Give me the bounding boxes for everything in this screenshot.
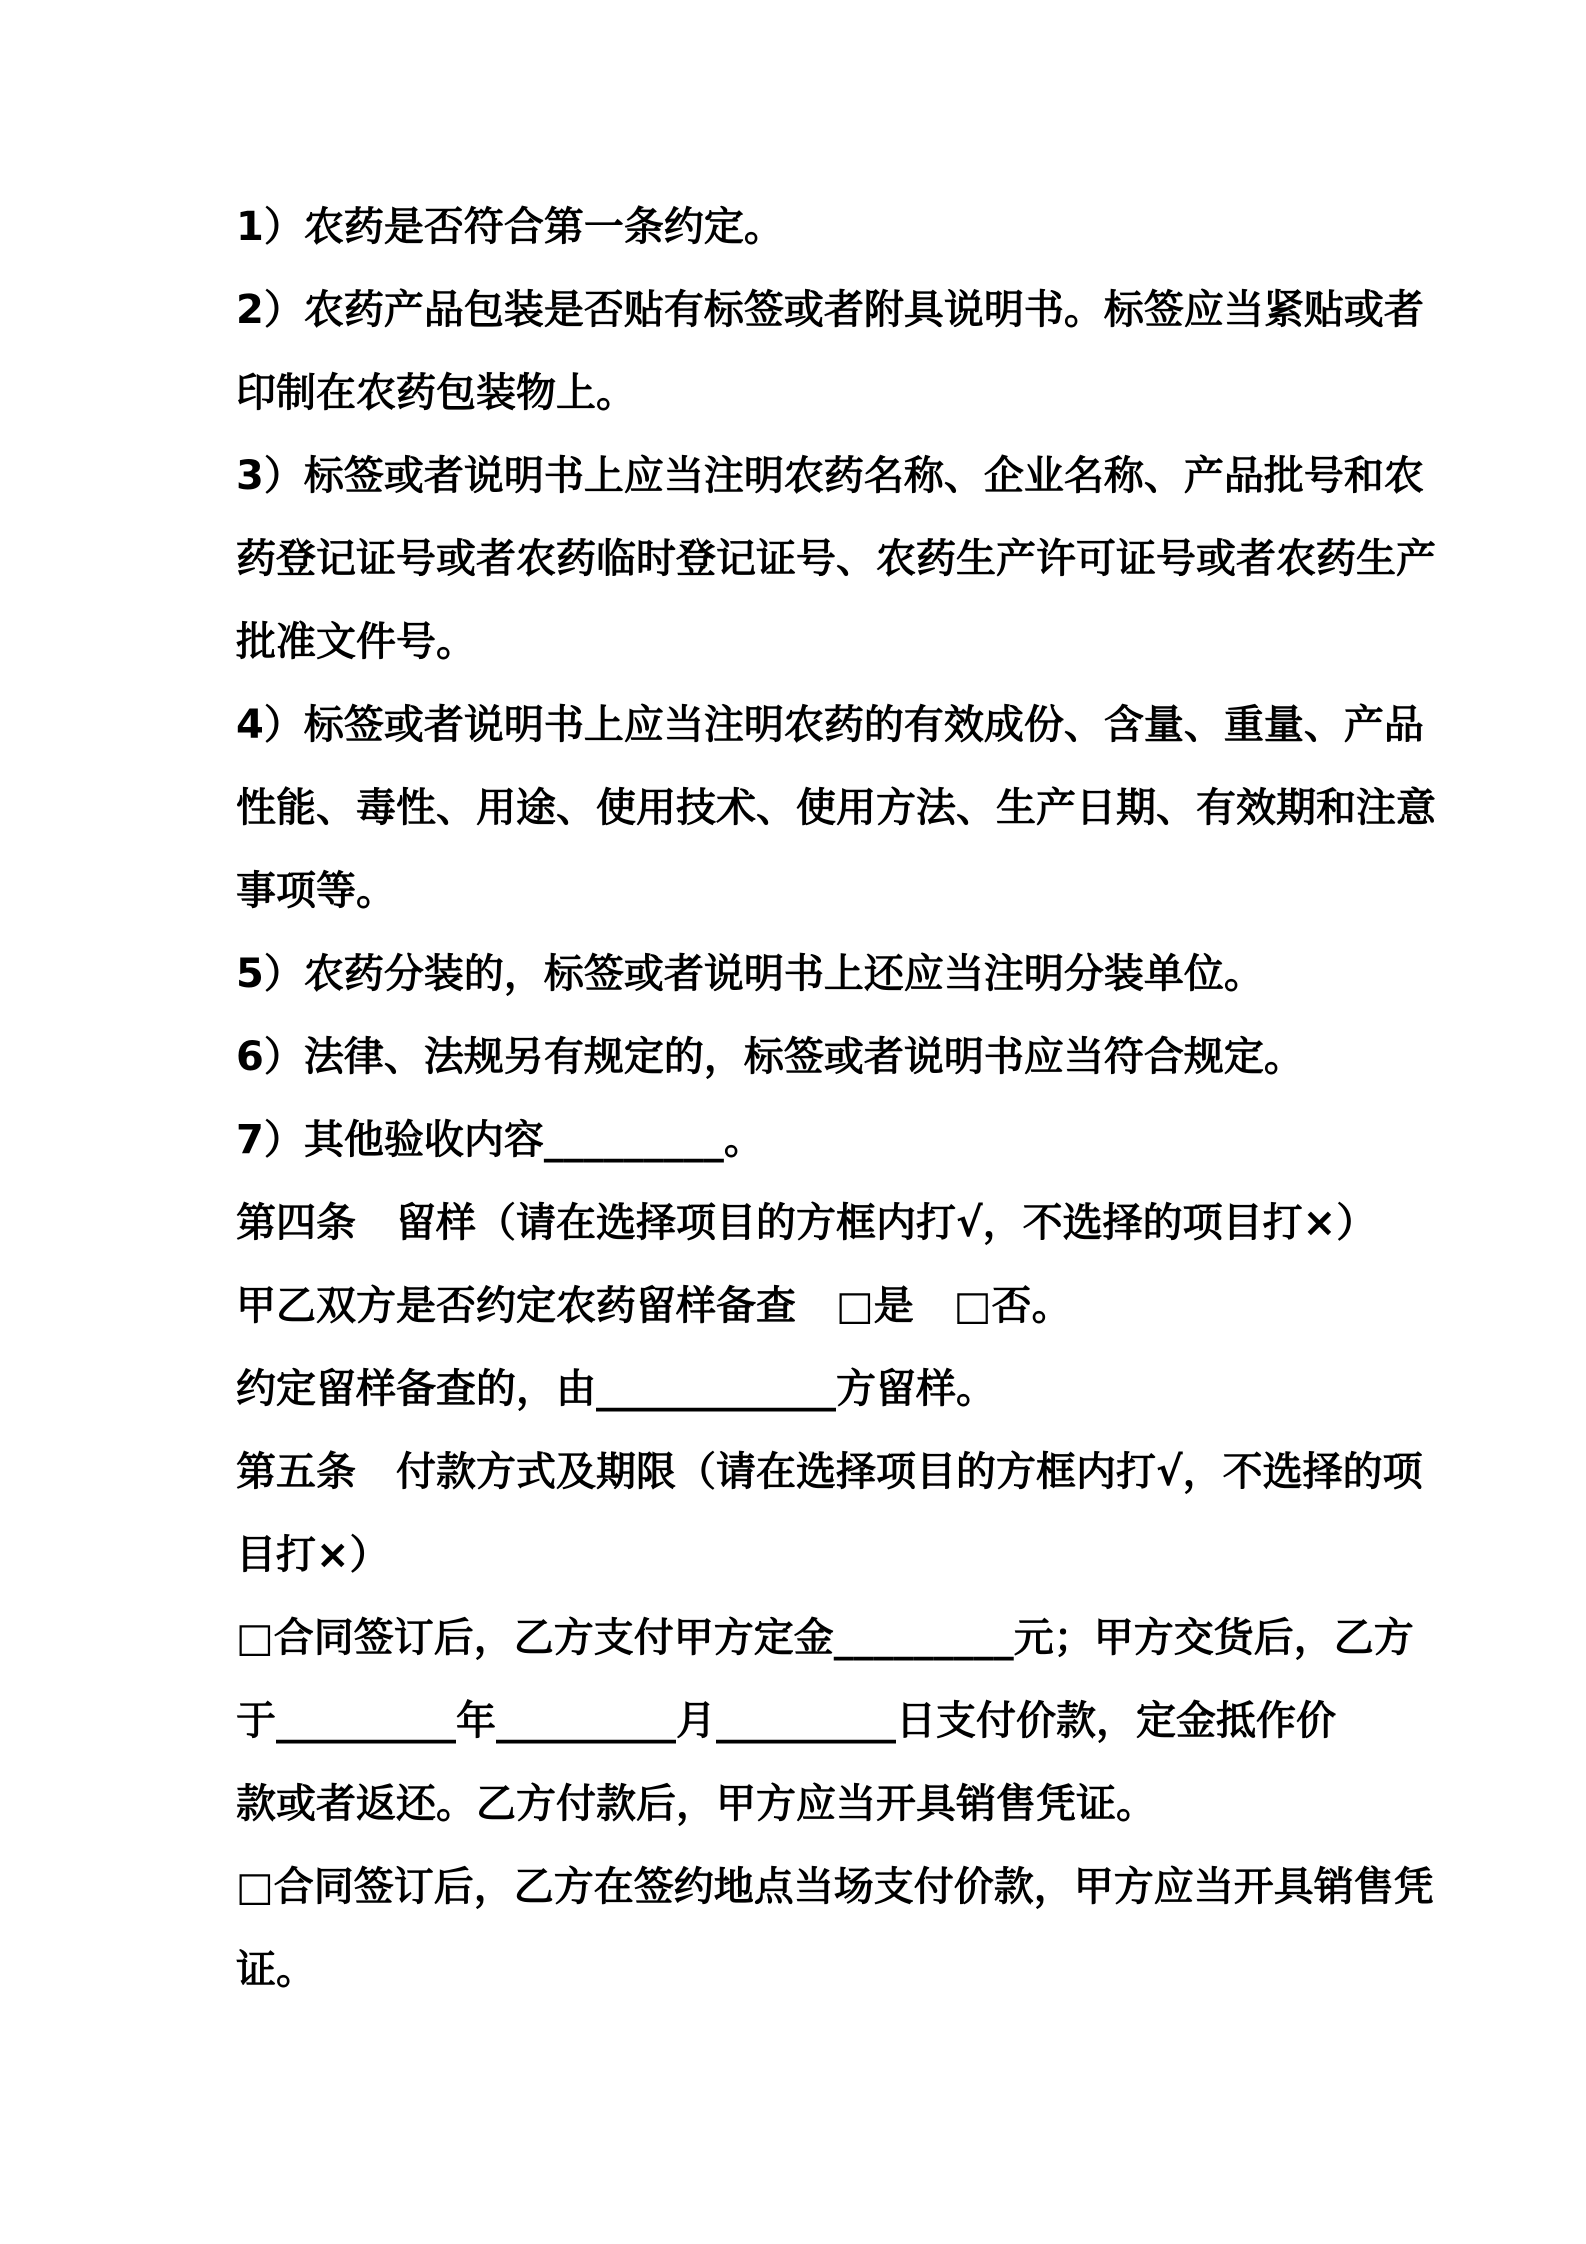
inspection-item-6: 6）法律、法规另有规定的，标签或者说明书应当符合规定。 <box>236 1034 1304 1080</box>
clause-5-heading-cont: 目打×） <box>236 1532 390 1578</box>
inspection-item-2: 2）农药产品包装是否贴有标签或者附具说明书。标签应当紧贴或者 <box>236 287 1424 333</box>
clause-5-option-1-cont2: 款或者返还。乙方付款后，甲方应当开具销售凭证。 <box>236 1781 1156 1827</box>
clause-5-heading: 第五条 付款方式及期限（请在选择项目的方框内打√，不选择的项 <box>236 1449 1423 1495</box>
clause-4-heading: 第四条 留样（请在选择项目的方框内打√，不选择的项目打×） <box>236 1200 1377 1246</box>
inspection-item-4-cont2: 事项等。 <box>236 868 396 914</box>
clause-4-checkbox-line: 甲乙双方是否约定农药留样备查 □是 □否。 <box>236 1283 1072 1329</box>
inspection-item-4-cont: 性能、毒性、用途、使用技术、使用方法、生产日期、有效期和注意 <box>236 785 1436 831</box>
inspection-item-7-blank: 7）其他验收内容_________。 <box>236 1117 764 1163</box>
inspection-item-4: 4）标签或者说明书上应当注明农药的有效成份、含量、重量、产品 <box>236 702 1424 748</box>
inspection-item-2-cont: 印制在农药包装物上。 <box>236 370 636 416</box>
inspection-item-3-cont: 药登记证号或者农药临时登记证号、农药生产许可证号或者农药生产 <box>236 536 1436 582</box>
inspection-item-1: 1）农药是否符合第一条约定。 <box>236 204 784 250</box>
inspection-item-3-cont2: 批准文件号。 <box>236 619 476 665</box>
clause-5-option-1-cont: 于_________年_________月_________日支付价款，定金抵作价 <box>236 1698 1336 1744</box>
inspection-item-3: 3）标签或者说明书上应当注明农药名称、企业名称、产品批号和农 <box>236 453 1424 499</box>
clause-5-option-2-cont: 证。 <box>236 1947 316 1993</box>
clause-4-blank-line: 约定留样备查的，由____________方留样。 <box>236 1366 996 1412</box>
contract-text-block <box>236 186 1516 2012</box>
clause-5-option-2: □合同签订后，乙方在签约地点当场支付价款，甲方应当开具销售凭 <box>236 1864 1434 1910</box>
clause-5-option-1: □合同签订后，乙方支付甲方定金_________元；甲方交货后，乙方 <box>236 1615 1414 1661</box>
inspection-item-5: 5）农药分装的，标签或者说明书上还应当注明分装单位。 <box>236 951 1264 997</box>
